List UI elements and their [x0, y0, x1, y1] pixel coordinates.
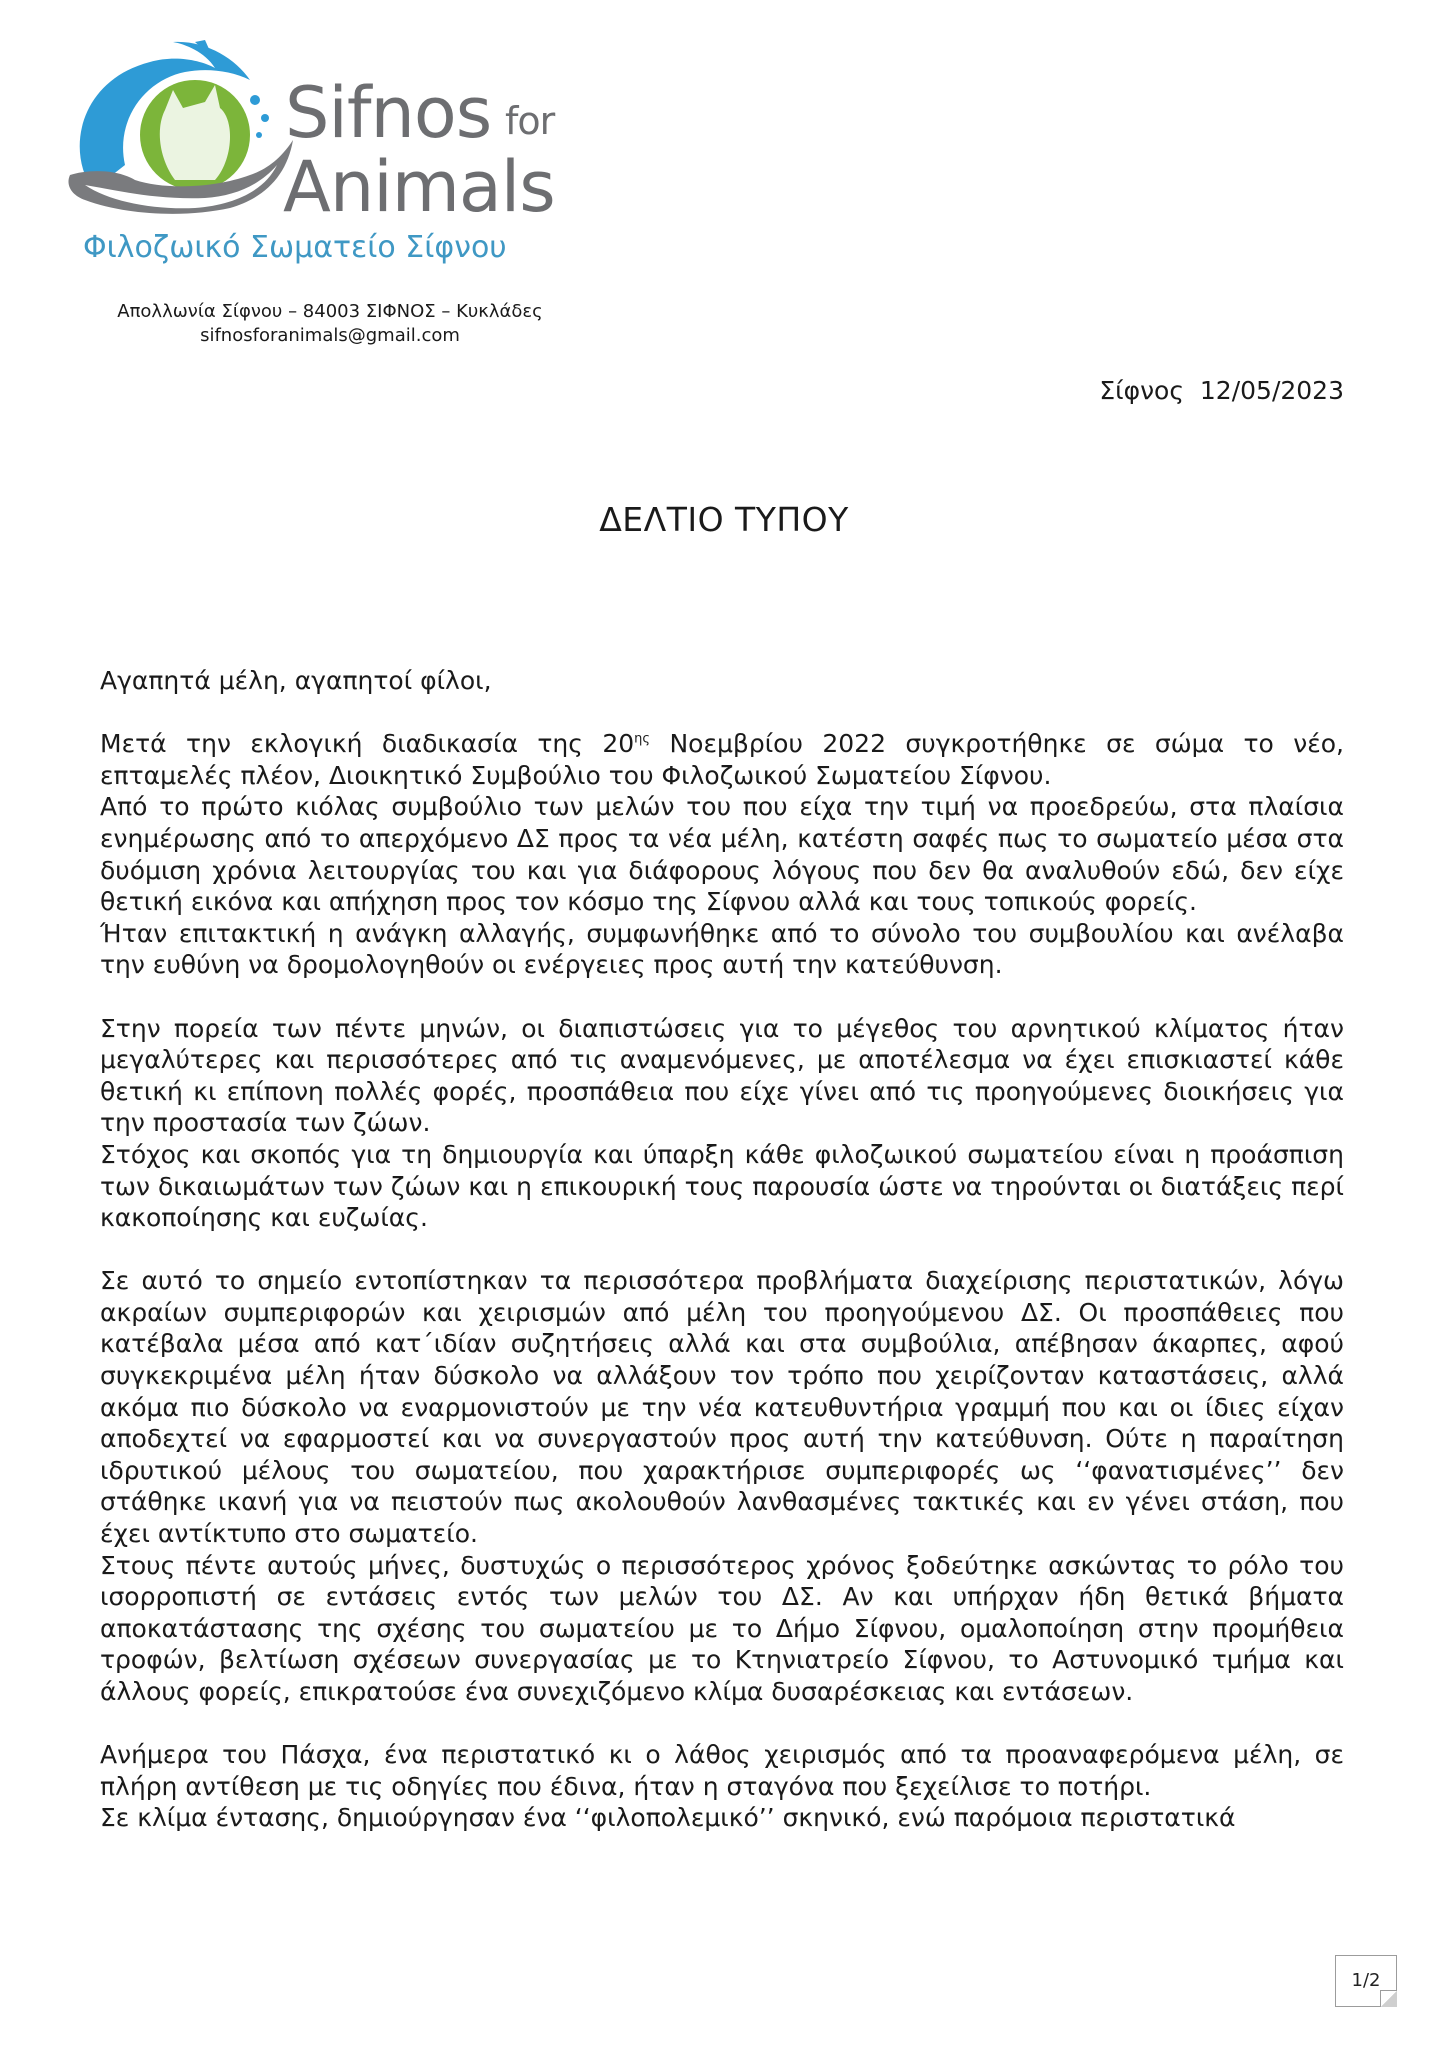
paragraph-5: Στόχος και σκοπός για τη δημιουργία και ύπαρξη κάθε φιλοζωικού σωματείου είναι η προάσπιση των δικαιωμάτων των ζώων και η επικουρική τους παρουσία ώστε να τηρούνται οι διατάξεις περί κακοποίησης και ευζωίας.	[100, 1139, 1344, 1233]
ordinal-suffix: ης	[634, 731, 651, 747]
paragraph-9: Σε κλίμα έντασης, δημιούργησαν ένα ‘‘φιλοπολεμικό’’ σκηνικό, ενώ παρόμοια περιστατικά	[100, 1803, 1236, 1833]
document-body	[100, 665, 1344, 1834]
logo-word-animals: Animals	[283, 146, 555, 228]
page-number: 1/2	[1335, 1955, 1397, 2007]
document-date: Σίφνος 12/05/2023	[1099, 376, 1344, 405]
paragraph-7: Στους πέντε αυτούς μήνες, δυστυχώς ο περισσότερος χρόνος ξοδεύτηκε ασκώντας το ρόλο του ισορροπιστή σε εντάσεις εντός των μελών του ΔΣ. Αν και υπήρχαν ήδη θετικά βήματα αποκατάστασης της σχέσης του σωματείου με το Δήμο Σίφνου, ομαλοποίηση στην προμήθεια τροφών, βελτίωση σχέσεων συνεργασίας με το Κτηνιατρείο Σίφνου, το Αστυνομικό τμήμα και άλλους φορείς, επικρατούσε ένα συνεχιζόμενο κλίμα δυσαρέσκειας και εντάσεων.	[100, 1550, 1344, 1706]
document-title: ΔΕΛΤΙΟ ΤΥΠΟΥ	[599, 500, 849, 539]
email-address: sifnosforanimals@gmail.com	[200, 325, 460, 346]
organization-logo	[55, 40, 600, 270]
water-drop-3	[256, 132, 262, 138]
logo-word-for: for	[505, 99, 555, 143]
address-line: Απολλωνία Σίφνου – 84003 ΣΙΦΝΟΣ – Κυκλάδες	[117, 301, 543, 322]
paragraph-6: Σε αυτό το σημείο εντοπίστηκαν τα περισσότερα προβλήματα διαχείρισης περιστατικών, λόγω ακραίων συμπεριφορών και χειρισμών από μέλη του προηγούμενου ΔΣ. Οι προσπάθειες που κατέβαλα μέσα από κατ΄ιδίαν συζητήσεις αλλά και στα συμβούλια, απέβησαν άκαρπες, αφού συγκεκριμένα μέλη ήταν δύσκολο να αλλάξουν τον τρόπο που χειρίζονταν καταστάσεις, αλλά ακόμα πιο δύσκολο να εναρμονιστούν με την νέα κατευθυντήρια γραμμή που και οι ίδιες είχαν αποδεχτεί να εφαρμοστεί και να συνεργαστούν προς αυτή την κατεύθυνση. Ούτε η παραίτηση ιδρυτικού μέλους του σωματείου, που χαρακτήρισε συμπεριφορές ως ‘‘φανατισμένες’’ δεν στάθηκε ικανή για να πειστούν πως ακολουθούν λανθασμένες τακτικές και εν γένει στάση, που έχει αντίκτυπο στο σωματείο.	[100, 1266, 1344, 1549]
water-drop-1	[250, 95, 260, 105]
water-drop-2	[261, 114, 269, 122]
paragraph-1-end: Νοεμβρίου 2022 συγκροτήθηκε σε σώμα το νέο, επταμελές πλέον, Διοικητικό Συμβούλιο του Φιλοζωικού Σωματείου Σίφνου.	[100, 729, 1344, 790]
paragraph-1-start: Μετά την εκλογική διαδικασία της 20	[100, 729, 635, 759]
paragraph-2: Από το πρώτο κιόλας συμβούλιο των μελών του που είχα την τιμή να προεδρεύω, στα πλαίσια ενημέρωσης από το απερχόμενο ΔΣ προς τα νέα μέλη, κατέστη σαφές πως το σωματείο μέσα στα δυόμιση χρόνια λειτουργίας του και για διάφορους λόγους που δεν θα αναλυθούν εδώ, δεν είχε θετική εικόνα και απήχηση προς τον κόσμο της Σίφνου αλλά και τους τοπικούς φορείς.	[100, 792, 1344, 917]
paragraph-3: Ήταν επιτακτική η ανάγκη αλλαγής, συμφωνήθηκε από το σύνολο του συμβουλίου και ανέλαβα την ευθύνη να δρομολογηθούν οι ενέργειες προς αυτή την κατεύθυνση.	[100, 918, 1344, 980]
logo-subtitle: Φιλοζωικό Σωματείο Σίφνου	[83, 230, 507, 265]
paragraph-1	[100, 728, 1344, 791]
logo-word-sifnos: Sifnos	[285, 72, 492, 154]
sender-address	[80, 300, 580, 348]
paragraph-4: Στην πορεία των πέντε μηνών, οι διαπιστώσεις για το μέγεθος του αρνητικού κλίματος ήταν μεγαλύτερες και περισσότερες από τις αναμενόμενες, με αποτέλεσμα να έχει επισκιαστεί κάθε θετική κι επίπονη πολλές φορές, προσπάθεια που είχε γίνει από τις προηγούμενες διοικήσεις για την προστασία των ζώων.	[100, 1013, 1344, 1138]
paragraph-8: Ανήμερα του Πάσχα, ένα περιστατικό κι ο λάθος χειρισμός από τα προαναφερόμενα μέλη, σε πλήρη αντίθεση με τις οδηγίες που έδινα, ήταν η σταγόνα που ξεχείλισε το ποτήρι.	[100, 1740, 1344, 1801]
greeting: Αγαπητά μέλη, αγαπητοί φίλοι,	[100, 666, 492, 695]
